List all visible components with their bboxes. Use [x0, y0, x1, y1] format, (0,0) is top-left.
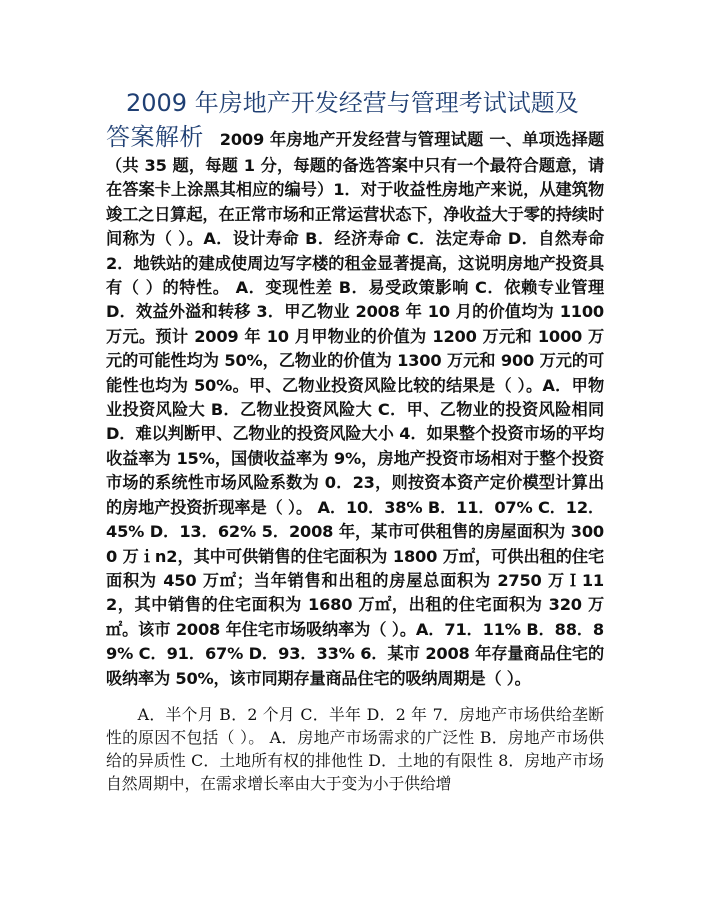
document-title-line1: 2009 年房地产开发经营与管理考试试题及: [126, 89, 579, 117]
body-bold-text: 2009 年房地产开发经营与管理试题 一、单项选择题（共 35 题，每题 1 分，每题的备选答案中只有一个最符合题意，请在答案卡上涂黑其相应的编号）1．对于收益性房地产来说，从建筑物竣工之日算起，在正常市场和正常运营状态下，净收益大于零的持续时间称为（ ）。A．设计寿命 B．经济寿命 C．法定寿命 D．自然寿命 2．地铁站的建成使周边写字楼的租金显著提高，这说明房地产投资具有（ ）的特性。 A．变现性差 B．易受政策影响 C．依赖专业管理 D．效益外溢和转移 3．甲乙物业 2008 年 10 月的价值均为 1100 万元。预计 2009 年 10 月甲物业的价值为 1200 万元和 1000 万元的可能性均为 50%，乙物业的价值为 1300 万元和 900 万元的可能性也均为 50%。甲、乙物业投资风险比较的结果是（ ）。A．甲物业投资风险大 B．乙物业投资风险大 C．甲、乙物业的投资风险相同 D．难以判断甲、乙物业的投资风险大小 4．如果整个投资市场的平均收益率为 15%，国债收益率为 9%，房地产投资市场相对于整个投资市场的系统性市场风险系数为 0．23，则按资本资产定价模型计算出的房地产投资折现率是（ ）。 A．10．38% B．11．07% C．12．45% D．13．62% 5．2008 年，某市可供租售的房屋面积为 3000 万ｉn2，其中可供销售的住宅面积为 1800 万㎡，可供出租的住宅面积为 450 万㎡；当年销售和出租的房屋总面积为 2750 万Ｉ112，其中销售的住宅面积为 1680 万㎡，出租的住宅面积为 320 万㎡。该市 2008 年住宅市场吸纳率为（ ）。A．71．11% B．88．89% C．91．67% D．93．33% 6．某市 2008 年存量商品住宅的吸纳率为 50%，该市同期存量商品住宅的吸纳周期是（ ）。: [106, 130, 604, 688]
question-text-block: [106, 86, 604, 691]
body-paragraph-continued: A．半个月 B．2 个月 C．半年 D．2 年 7．房地产市场供给垄断性的原因不包括（ ）。 A．房地产市场需求的广泛性 B．房地产市场供给的异质性 C．土地所有权的排他性 D．土地的有限性 8．房地产市场自然周期中，在需求增长率由大于变为小于供给增: [106, 704, 604, 793]
document-title-line2: 答案解析: [106, 123, 204, 151]
